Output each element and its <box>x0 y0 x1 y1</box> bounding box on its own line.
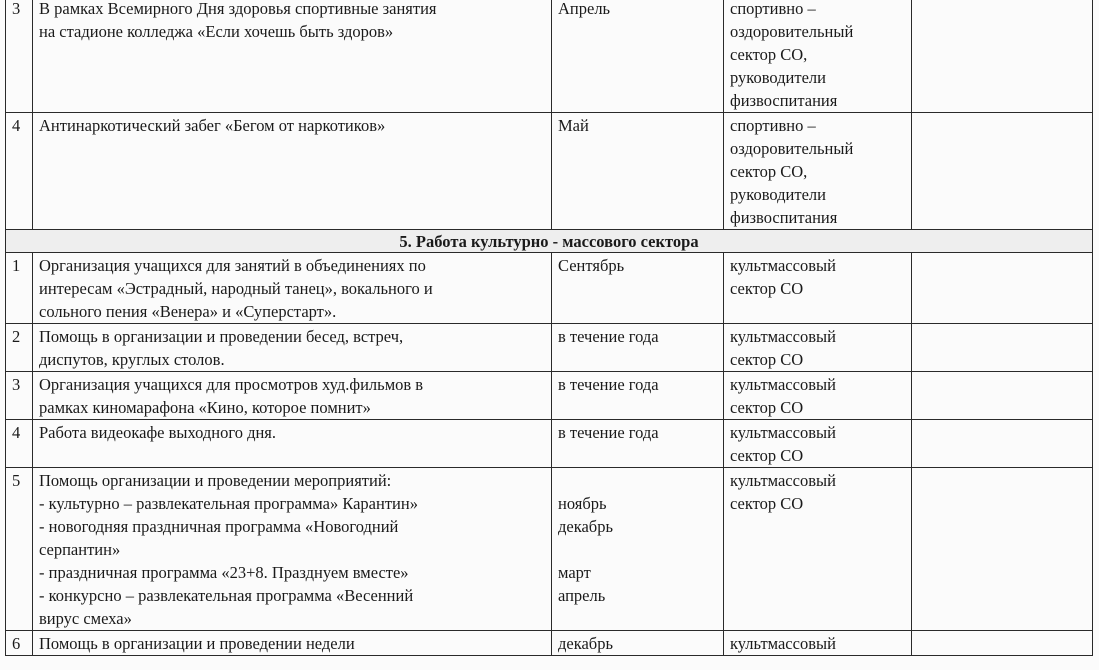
responsible-line: сектор СО <box>730 350 804 369</box>
date-line <box>558 469 717 492</box>
row-number: 3 <box>6 0 33 113</box>
date-cell: Апрель <box>552 0 724 113</box>
row-number: 4 <box>6 113 33 230</box>
responsible-line: культмассовый <box>730 375 836 394</box>
event-line: Организация учащихся для занятий в объединениях по <box>39 256 426 275</box>
responsible-cell <box>724 0 912 113</box>
table-row <box>6 0 1093 113</box>
notes-cell <box>912 631 1093 656</box>
responsible-line: спортивно – <box>730 0 816 18</box>
event-cell <box>33 113 552 230</box>
date-line: март <box>558 563 591 582</box>
event-line: рамках киномарафона «Кино, которое помнит» <box>39 398 371 417</box>
responsible-line: оздоровительный <box>730 139 854 158</box>
responsible-line: культмассовый <box>730 256 836 275</box>
section-row <box>6 230 1093 253</box>
responsible-line: физвоспитания <box>730 91 838 110</box>
event-line: Работа видеокафе выходного дня. <box>39 423 277 442</box>
responsible-cell <box>724 113 912 230</box>
responsible-line: сектор СО <box>730 279 804 298</box>
event-line: Помощь в организации и проведении недели <box>39 634 355 653</box>
responsible-line: культмассовый <box>730 634 836 653</box>
event-cell <box>33 253 552 324</box>
event-line: - новогодняя праздничная программа «Новогодний <box>39 517 399 536</box>
event-line: Антинаркотический забег «Бегом от наркотиков» <box>39 116 386 135</box>
responsible-cell <box>724 468 912 631</box>
date-line <box>558 538 717 561</box>
event-line: Организация учащихся для просмотров худ.фильмов в <box>39 375 424 394</box>
table-row <box>6 372 1093 420</box>
responsible-line: руководители <box>730 185 826 204</box>
responsible-line: сектор СО, <box>730 45 808 64</box>
table-row <box>6 420 1093 468</box>
date-cell <box>552 468 724 631</box>
row-number: 3 <box>6 372 33 420</box>
responsible-line: сектор СО <box>730 446 804 465</box>
event-cell <box>33 420 552 468</box>
notes-cell <box>912 113 1093 230</box>
row-number: 4 <box>6 420 33 468</box>
row-number: 2 <box>6 324 33 372</box>
event-line: Помощь организации и проведении мероприятий: <box>39 471 392 490</box>
event-cell <box>33 468 552 631</box>
responsible-line: сектор СО <box>730 494 804 513</box>
date-cell: Сентябрь <box>552 253 724 324</box>
event-cell <box>33 0 552 113</box>
date-line: ноябрь <box>558 494 607 513</box>
responsible-cell <box>724 631 912 656</box>
event-line: - конкурсно – развлекательная программа «Весенний <box>39 586 414 605</box>
responsible-line: спортивно – <box>730 116 816 135</box>
event-cell <box>33 372 552 420</box>
responsible-line: оздоровительный <box>730 22 854 41</box>
notes-cell <box>912 468 1093 631</box>
responsible-line: культмассовый <box>730 423 836 442</box>
date-cell: Май <box>552 113 724 230</box>
row-number: 1 <box>6 253 33 324</box>
event-line: - культурно – развлекательная программа» Карантин» <box>39 494 418 513</box>
notes-cell <box>912 253 1093 324</box>
event-line: вирус смеха» <box>39 609 132 628</box>
responsible-line: культмассовый <box>730 327 836 346</box>
notes-cell <box>912 0 1093 113</box>
event-line: В рамках Всемирного Дня здоровья спортивные занятия <box>39 0 437 18</box>
notes-cell <box>912 420 1093 468</box>
table-row <box>6 631 1093 656</box>
date-line: апрель <box>558 586 606 605</box>
responsible-line: физвоспитания <box>730 208 838 227</box>
event-line: - праздничная программа «23+8. Празднуем вместе» <box>39 563 409 582</box>
responsible-line: сектор СО, <box>730 162 808 181</box>
table-row <box>6 468 1093 631</box>
notes-cell <box>912 324 1093 372</box>
table-row <box>6 324 1093 372</box>
event-cell <box>33 324 552 372</box>
event-line: Помощь в организации и проведении бесед, встреч, <box>39 327 404 346</box>
event-line: на стадионе колледжа «Если хочешь быть здоров» <box>39 22 394 41</box>
responsible-cell <box>724 324 912 372</box>
plan-table <box>5 0 1093 656</box>
date-cell: в течение года <box>552 372 724 420</box>
responsible-cell <box>724 372 912 420</box>
notes-cell <box>912 372 1093 420</box>
event-line: интересам «Эстрадный, народный танец», вокального и <box>39 279 433 298</box>
date-cell: декабрь <box>552 631 724 656</box>
row-number: 5 <box>6 468 33 631</box>
responsible-line: культмассовый <box>730 471 836 490</box>
table-row <box>6 113 1093 230</box>
row-number: 6 <box>6 631 33 656</box>
event-cell <box>33 631 552 656</box>
date-cell: в течение года <box>552 324 724 372</box>
date-line <box>558 607 717 630</box>
responsible-cell <box>724 253 912 324</box>
responsible-line: руководители <box>730 68 826 87</box>
responsible-cell <box>724 420 912 468</box>
event-line: диспутов, круглых столов. <box>39 350 225 369</box>
table-row <box>6 253 1093 324</box>
event-line: серпантин» <box>39 540 121 559</box>
event-line: сольного пения «Венера» и «Суперстарт». <box>39 302 337 321</box>
date-cell: в течение года <box>552 420 724 468</box>
responsible-line: сектор СО <box>730 398 804 417</box>
section-heading: 5. Работа культурно - массового сектора <box>6 230 1093 253</box>
date-line: декабрь <box>558 517 613 536</box>
